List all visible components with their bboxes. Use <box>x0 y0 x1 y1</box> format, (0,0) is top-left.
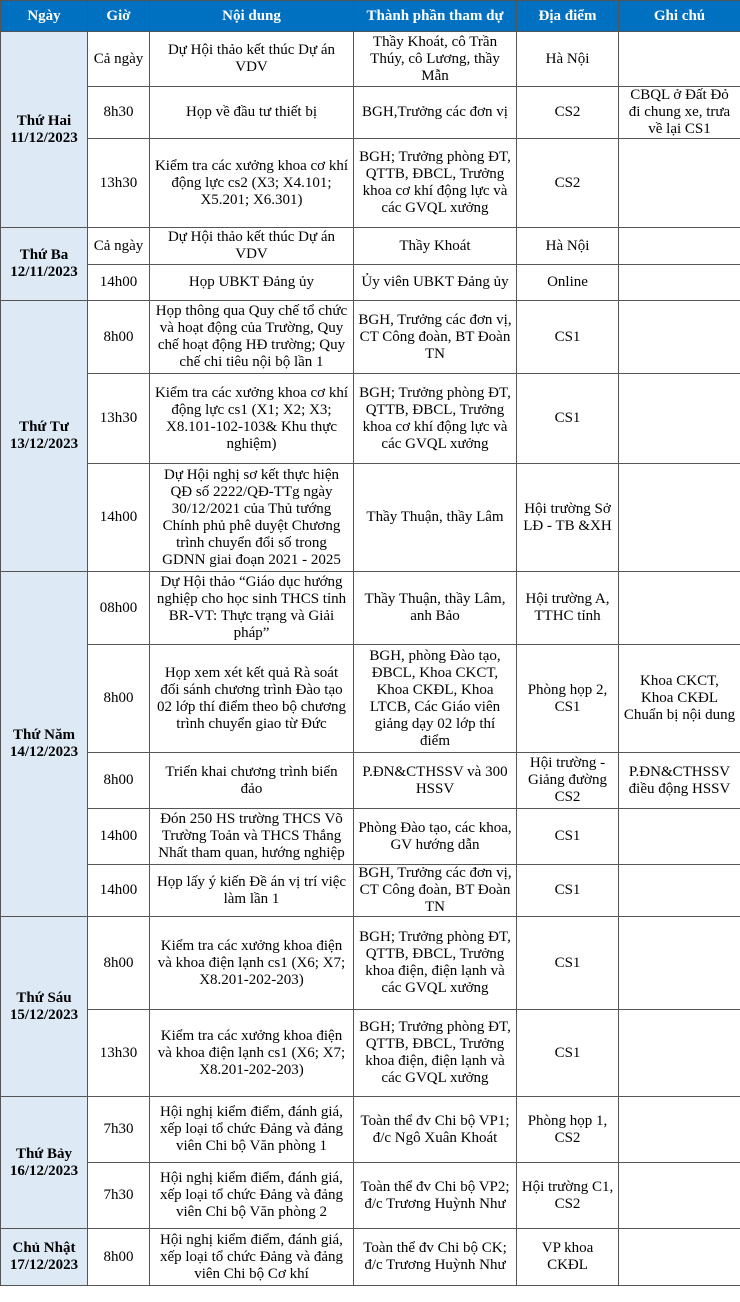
table-row <box>1 32 740 87</box>
participants-cell: Toàn thể đv Chi bộ CK; đ/c Trương Huỳnh Như <box>354 1229 517 1286</box>
time-cell: 8h00 <box>88 301 150 374</box>
location-cell: VP khoa CKĐL <box>517 1229 619 1286</box>
content-cell: Hội nghị kiểm điểm, đánh giá, xếp loại tổ chức Đảng và đảng viên Chi bộ Văn phòng 1 <box>150 1097 354 1163</box>
note-cell <box>619 865 740 917</box>
time-cell: 8h00 <box>88 917 150 1010</box>
table-row <box>1 753 740 809</box>
day-name: Thứ Năm <box>13 727 75 743</box>
participants-cell: Thầy Thuận, thầy Lâm, anh Bảo <box>354 572 517 645</box>
header-time: Giờ <box>88 1 150 32</box>
participants-cell: BGH, Trưởng các đơn vị, CT Công đoàn, BT Đoàn TN <box>354 865 517 917</box>
day-name: Thứ Sáu <box>16 989 72 1006</box>
participants-cell: BGH,Trưởng các đơn vị <box>354 87 517 139</box>
location-cell: CS1 <box>517 809 619 865</box>
table-row <box>1 139 740 228</box>
content-cell: Họp xem xét kết quả Rà soát đối sánh chương trình Đào tạo 02 lớp thí điểm theo bộ chương trình chuyển giao từ Đức <box>150 645 354 753</box>
note-cell <box>619 809 740 865</box>
note-cell <box>619 464 740 572</box>
day-cell <box>1 572 88 917</box>
header-location: Địa điểm <box>517 1 619 32</box>
location-cell: CS1 <box>517 301 619 374</box>
time-cell: 8h00 <box>88 645 150 753</box>
location-cell: Phòng họp 2, CS1 <box>517 645 619 753</box>
table-row <box>1 809 740 865</box>
day-name: Thứ Tư <box>19 419 69 435</box>
table-row <box>1 1229 740 1286</box>
table-row <box>1 87 740 139</box>
participants-cell: BGH; Trưởng phòng ĐT, QTTB, ĐBCL, Trưởng khoa điện, điện lạnh và các GVQL xưởng <box>354 917 517 1010</box>
participants-cell: Toàn thể đv Chi bộ VP1; đ/c Ngô Xuân Khoát <box>354 1097 517 1163</box>
table-row <box>1 464 740 572</box>
table-row <box>1 1010 740 1097</box>
participants-cell: Thầy Khoát, cô Trần Thúy, cô Lương, thầy Mẫn <box>354 32 517 87</box>
content-cell: Họp lấy ý kiến Đề án vị trí việc làm lần 1 <box>150 865 354 917</box>
note-cell <box>619 228 740 265</box>
location-cell: Hội trường - Giảng đường CS2 <box>517 753 619 809</box>
location-cell: CS1 <box>517 374 619 464</box>
day-name: Thứ Bảy <box>15 1145 73 1162</box>
note-cell <box>619 1163 740 1229</box>
content-cell: Họp thông qua Quy chế tổ chức và hoạt động của Trường, Quy chế hoạt động HĐ trường; Quy chế chi tiêu nội bộ lần 1 <box>150 301 354 374</box>
content-cell: Triển khai chương trình biển đảo <box>150 753 354 809</box>
note-cell <box>619 1097 740 1163</box>
note-cell <box>619 1010 740 1097</box>
content-cell: Kiểm tra các xưởng khoa điện và khoa điện lạnh cs1 (X6; X7; X8.201-202-203) <box>150 917 354 1010</box>
location-cell: CS2 <box>517 87 619 139</box>
content-cell: Kiểm tra các xưởng khoa cơ khí động lực cs2 (X3; X4.101; X5.201; X6.301) <box>150 139 354 228</box>
content-cell: Dự Hội thảo kết thúc Dự án VDV <box>150 228 354 265</box>
time-cell: 13h30 <box>88 374 150 464</box>
participants-cell: Thầy Thuận, thầy Lâm <box>354 464 517 572</box>
content-cell: Dự Hội thảo kết thúc Dự án VDV <box>150 32 354 87</box>
header-day: Ngày <box>1 1 88 32</box>
participants-cell: BGH, Trưởng các đơn vị, CT Công đoàn, BT Đoàn TN <box>354 301 517 374</box>
day-cell <box>1 1229 88 1286</box>
location-cell: CS2 <box>517 139 619 228</box>
header-row <box>1 1 740 32</box>
content-cell: Đón 250 HS trường THCS Võ Trường Toản và THCS Thắng Nhất tham quan, hướng nghiệp <box>150 809 354 865</box>
table-row <box>1 1097 740 1163</box>
content-cell: Dự Hội thảo “Giáo dục hướng nghiệp cho học sinh THCS tỉnh BR-VT: Thực trạng và Giải pháp” <box>150 572 354 645</box>
time-cell: 8h30 <box>88 87 150 139</box>
table-row <box>1 1163 740 1229</box>
participants-cell: Phòng Đào tạo, các khoa, GV hướng dẫn <box>354 809 517 865</box>
location-cell: Hà Nội <box>517 228 619 265</box>
note-cell <box>619 139 740 228</box>
time-cell: 7h30 <box>88 1097 150 1163</box>
content-cell: Hội nghị kiểm điểm, đánh giá, xếp loại tổ chức Đảng và đảng viên Chi bộ Cơ khí <box>150 1229 354 1286</box>
day-date: 17/12/2023 <box>9 1257 79 1273</box>
header-participants: Thành phần tham dự <box>354 1 517 32</box>
content-cell: Họp UBKT Đảng ủy <box>150 265 354 301</box>
content-cell: Kiểm tra các xưởng khoa cơ khí động lực cs1 (X1; X2; X3; X8.101-102-103& Khu thực nghiệm) <box>150 374 354 464</box>
day-date: 16/12/2023 <box>9 1162 79 1179</box>
note-cell <box>619 32 740 87</box>
location-cell: Hà Nội <box>517 32 619 87</box>
location-cell: Hội trường C1, CS2 <box>517 1163 619 1229</box>
time-cell: Cả ngày <box>88 228 150 265</box>
location-cell: Hội trường Sở LĐ - TB &XH <box>517 464 619 572</box>
note-cell: P.ĐN&CTHSSV điều động HSSV <box>619 753 740 809</box>
location-cell: CS1 <box>517 917 619 1010</box>
time-cell: 8h00 <box>88 753 150 809</box>
time-cell: 14h00 <box>88 265 150 301</box>
note-cell <box>619 301 740 374</box>
header-note: Ghi chú <box>619 1 740 32</box>
day-date: 11/12/2023 <box>10 129 78 146</box>
time-cell: 13h30 <box>88 139 150 228</box>
day-cell <box>1 917 88 1097</box>
location-cell: Phòng họp 1, CS2 <box>517 1097 619 1163</box>
time-cell: 14h00 <box>88 464 150 572</box>
time-cell: 7h30 <box>88 1163 150 1229</box>
content-cell: Hội nghị kiểm điểm, đánh giá, xếp loại tổ chức Đảng và đảng viên Chi bộ Văn phòng 2 <box>150 1163 354 1229</box>
note-cell <box>619 917 740 1010</box>
schedule-body <box>1 32 740 1286</box>
day-date: 15/12/2023 <box>9 1006 79 1023</box>
table-row <box>1 865 740 917</box>
content-cell: Họp về đầu tư thiết bị <box>150 87 354 139</box>
day-name: Thứ Hai <box>16 112 72 129</box>
note-cell <box>619 265 740 301</box>
time-cell: 08h00 <box>88 572 150 645</box>
time-cell: Cả ngày <box>88 32 150 87</box>
time-cell: 14h00 <box>88 865 150 917</box>
day-cell <box>1 228 88 301</box>
location-cell: Online <box>517 265 619 301</box>
participants-cell: Ủy viên UBKT Đảng ủy <box>354 265 517 301</box>
day-name: Chủ Nhật <box>12 1240 76 1256</box>
time-cell: 13h30 <box>88 1010 150 1097</box>
table-row <box>1 645 740 753</box>
day-name: Thứ Ba <box>19 247 69 263</box>
table-row <box>1 917 740 1010</box>
day-cell <box>1 1097 88 1229</box>
note-cell: Khoa CKCT, Khoa CKĐL Chuẩn bị nội dung <box>619 645 740 753</box>
note-cell <box>619 374 740 464</box>
participants-cell: Toàn thể đv Chi bộ VP2; đ/c Trương Huỳnh Như <box>354 1163 517 1229</box>
participants-cell: BGH; Trưởng phòng ĐT, QTTB, ĐBCL, Trưởng khoa cơ khí động lực và các GVQL xưởng <box>354 374 517 464</box>
header-content: Nội dung <box>150 1 354 32</box>
participants-cell: BGH; Trưởng phòng ĐT, QTTB, ĐBCL, Trưởng khoa cơ khí động lực và các GVQL xưởng <box>354 139 517 228</box>
content-cell: Kiểm tra các xưởng khoa điện và khoa điện lạnh cs1 (X6; X7; X8.201-202-203) <box>150 1010 354 1097</box>
content-cell: Dự Hội nghị sơ kết thực hiện QĐ số 2222/QĐ-TTg ngày 30/12/2021 của Thủ tướng Chính phủ phê duyệt Chương trình chuyển đổi số trong GDNN giai đoạn 2021 - 2025 <box>150 464 354 572</box>
table-row <box>1 265 740 301</box>
participants-cell: Thầy Khoát <box>354 228 517 265</box>
time-cell: 8h00 <box>88 1229 150 1286</box>
participants-cell: P.ĐN&CTHSSV và 300 HSSV <box>354 753 517 809</box>
table-row <box>1 572 740 645</box>
day-date: 14/12/2023 <box>9 744 79 760</box>
table-row <box>1 374 740 464</box>
time-cell: 14h00 <box>88 809 150 865</box>
note-cell <box>619 1229 740 1286</box>
table-row <box>1 228 740 265</box>
participants-cell: BGH, phòng Đào tạo, ĐBCL, Khoa CKCT, Khoa CKĐL, Khoa LTCB, Các Giáo viên giảng dạy 02 lớp thí điểm <box>354 645 517 753</box>
location-cell: CS1 <box>517 865 619 917</box>
table-row <box>1 301 740 374</box>
day-date: 12/11/2023 <box>10 264 78 280</box>
location-cell: Hội trường A, TTHC tỉnh <box>517 572 619 645</box>
note-cell <box>619 572 740 645</box>
location-cell: CS1 <box>517 1010 619 1097</box>
participants-cell: BGH; Trưởng phòng ĐT, QTTB, ĐBCL, Trưởng khoa điện, điện lạnh và các GVQL xưởng <box>354 1010 517 1097</box>
day-cell <box>1 32 88 228</box>
day-date: 13/12/2023 <box>9 436 79 452</box>
day-cell <box>1 301 88 572</box>
note-cell: CBQL ở Đất Đỏ đi chung xe, trưa về lại CS1 <box>619 87 740 139</box>
